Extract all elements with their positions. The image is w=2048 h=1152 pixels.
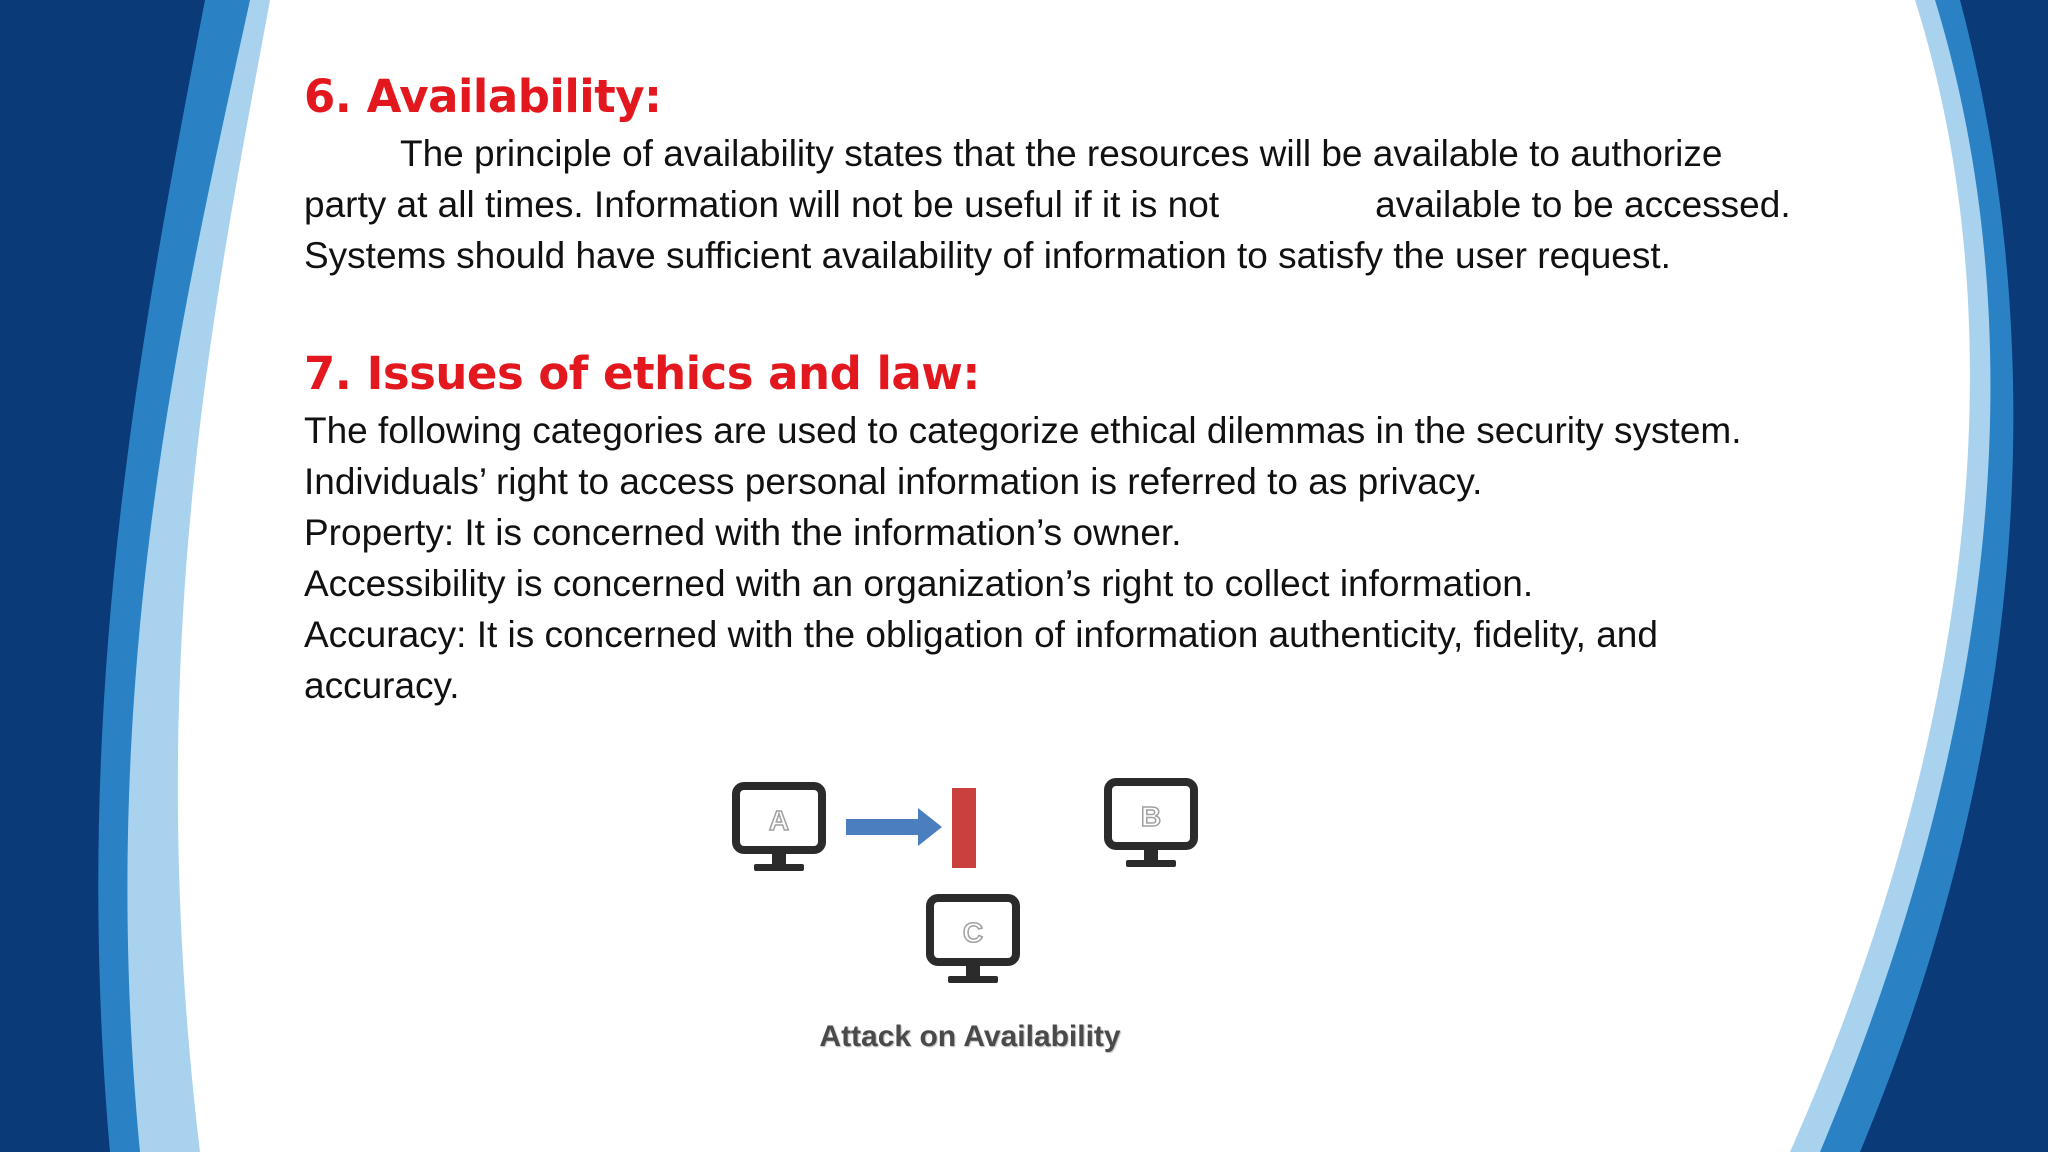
availability-line-2 [304, 179, 1904, 230]
computer-a-icon [736, 786, 822, 871]
computer-a-base [754, 864, 804, 871]
ethics-line-2: Individuals’ right to access personal information is referred to as privacy. [304, 461, 1483, 502]
computer-c-icon [930, 898, 1016, 983]
availability-line-1-text: The principle of availability states that the resources will be available to authorize [400, 133, 1723, 174]
availability-line-2a-text: party at all times. Information will not be useful if it is not [304, 184, 1220, 225]
diagram-caption: Attack on Availability [819, 1020, 1121, 1053]
availability-line-3: Systems should have sufficient availability of information to satisfy the user request. [304, 235, 1671, 276]
computer-b-stand [1144, 850, 1158, 860]
slide-content [304, 66, 1904, 711]
computer-a-label: A [768, 805, 790, 836]
heading-availability: 6. Availability: [304, 70, 662, 123]
arrow-icon [846, 808, 942, 846]
ethics-line-4: Accessibility is concerned with an organization’s right to collect information. [304, 563, 1534, 604]
computer-a-stand [772, 854, 786, 864]
computer-c-label: C [962, 917, 984, 948]
ethics-line-3: Property: It is concerned with the information’s owner. [304, 512, 1182, 553]
attack-diagram [730, 770, 1210, 1070]
computer-b-icon [1108, 782, 1194, 867]
barrier-block [952, 788, 976, 868]
computer-c-stand [966, 966, 980, 976]
computer-b-base [1126, 860, 1176, 867]
ethics-line-5: Accuracy: It is concerned with the obligation of information authenticity, fidelity, and [304, 614, 1658, 655]
availability-line-2b-text: available to be accessed. [1375, 184, 1791, 225]
computer-c-base [948, 976, 998, 983]
availability-line-1 [304, 128, 1904, 179]
arrow-shaft [846, 819, 920, 835]
heading-ethics: 7. Issues of ethics and law: [304, 347, 980, 400]
arrow-head [918, 808, 942, 846]
attack-diagram-graphic [730, 770, 1210, 1020]
ethics-line-1: The following categories are used to categorize ethical dilemmas in the security system. [304, 410, 1742, 451]
computer-b-label: B [1140, 801, 1162, 832]
ethics-line-6: accuracy. [304, 665, 460, 706]
